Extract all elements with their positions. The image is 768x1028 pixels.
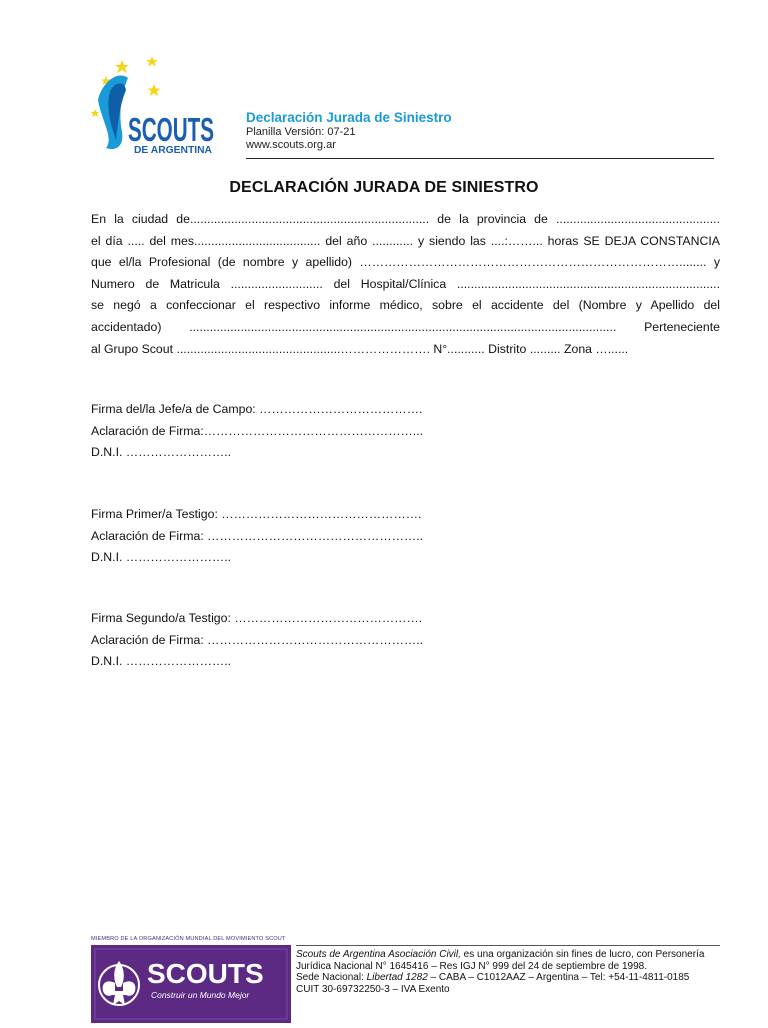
signature-block-testigo-1 [91,504,423,569]
paragraph-line: Numero de Matricula ........................... del Hospital/Clínica ............................................................................. [91,276,720,291]
paragraph-line: al Grupo Scout ................................................…………………. N°........... Distrito ......... Zona …...... [91,341,629,356]
clarification-line: Aclaración de Firma: …………………………………………….. [91,632,424,647]
footer-member-text: MIEMBRO DE LA ORGANIZACIÓN MUNDIAL DEL MOVIMIENTO SCOUT [91,936,286,942]
logo-graphic [88,52,220,158]
website-url: www.scouts.org.ar [246,139,336,151]
banner-graphic [91,945,291,1023]
clarification-line: Aclaración de Firma: …………………………………………….. [91,528,424,543]
scouts-argentina-logo [88,52,220,158]
dni-line: D.N.I. …………………….. [91,654,232,669]
paragraph-line: el día ..... del mes..................................... del año ............ y siendo las ....:……... horas SE DEJA CONSTANCIA [91,233,720,248]
paragraph-line: En la ciudad de...................................................................... de la provincia de ................................................ [91,212,720,226]
document-header [246,110,716,152]
signature-line: Firma Primer/a Testigo: …………………………………………. [91,507,422,521]
footer-scouts-banner [91,945,291,1023]
tax-id: CUIT 30-69732250-3 – IVA Exento [296,983,450,995]
paragraph-line: que el/la Profesional (de nombre y apellido) ……………………………………………………………………........ y [91,255,720,270]
address-street: Libertad 1282 [366,972,428,983]
fleur-de-lis-icon [99,961,139,1005]
paragraph-line: se negó a confeccionar el respectivo informe médico, sobre el accidente del (Nombre y Apellido del [91,298,720,313]
signature-line: Firma del/la Jefe/a de Campo: …………………………………. [91,402,423,416]
signature-line: Firma Segundo/a Testigo: ………………………………………. [91,611,423,625]
signature-block-jefe [91,399,423,464]
legal-registration: Jurídica Nacional N° 1645416 – Res IGJ N° 999 del 24 de septiembre de 1998. [296,960,647,972]
org-description: es una organización sin fines de lucro, con Personería [460,949,705,960]
paragraph-line: accidentado) ............................................................................................................................. Perteneciente [91,319,720,334]
address-rest: – CABA – C1012AAZ – Argentina – Tel: +54-11-4811-0185 [427,972,690,983]
dni-line: D.N.I. …………………….. [91,445,232,460]
dni-line: D.N.I. …………………….. [91,550,232,565]
svg-text:Construir un Mundo Mejor: Construir un Mundo Mejor [151,990,250,1000]
version-label: Planilla Versión: 07-21 [246,126,356,138]
address-label: Sede Nacional: [296,972,367,983]
header-title: Declaración Jurada de Siniestro [246,110,452,125]
svg-text:SCOUTS: SCOUTS [147,958,264,989]
declaration-paragraph [91,209,720,360]
signature-block-testigo-2 [91,608,423,673]
svg-text:SCOUTS: SCOUTS [128,111,214,148]
org-name: Scouts de Argentina Asociación Civil, [296,949,461,960]
footer-legal-text [296,949,726,995]
document-title: DECLARACIÓN JURADA DE SINIESTRO [229,179,539,196]
clarification-line: Aclaración de Firma:……………………………………………... [91,423,424,438]
footer-divider [296,945,720,946]
svg-text:DE ARGENTINA: DE ARGENTINA [134,145,212,156]
header-divider [246,158,714,159]
